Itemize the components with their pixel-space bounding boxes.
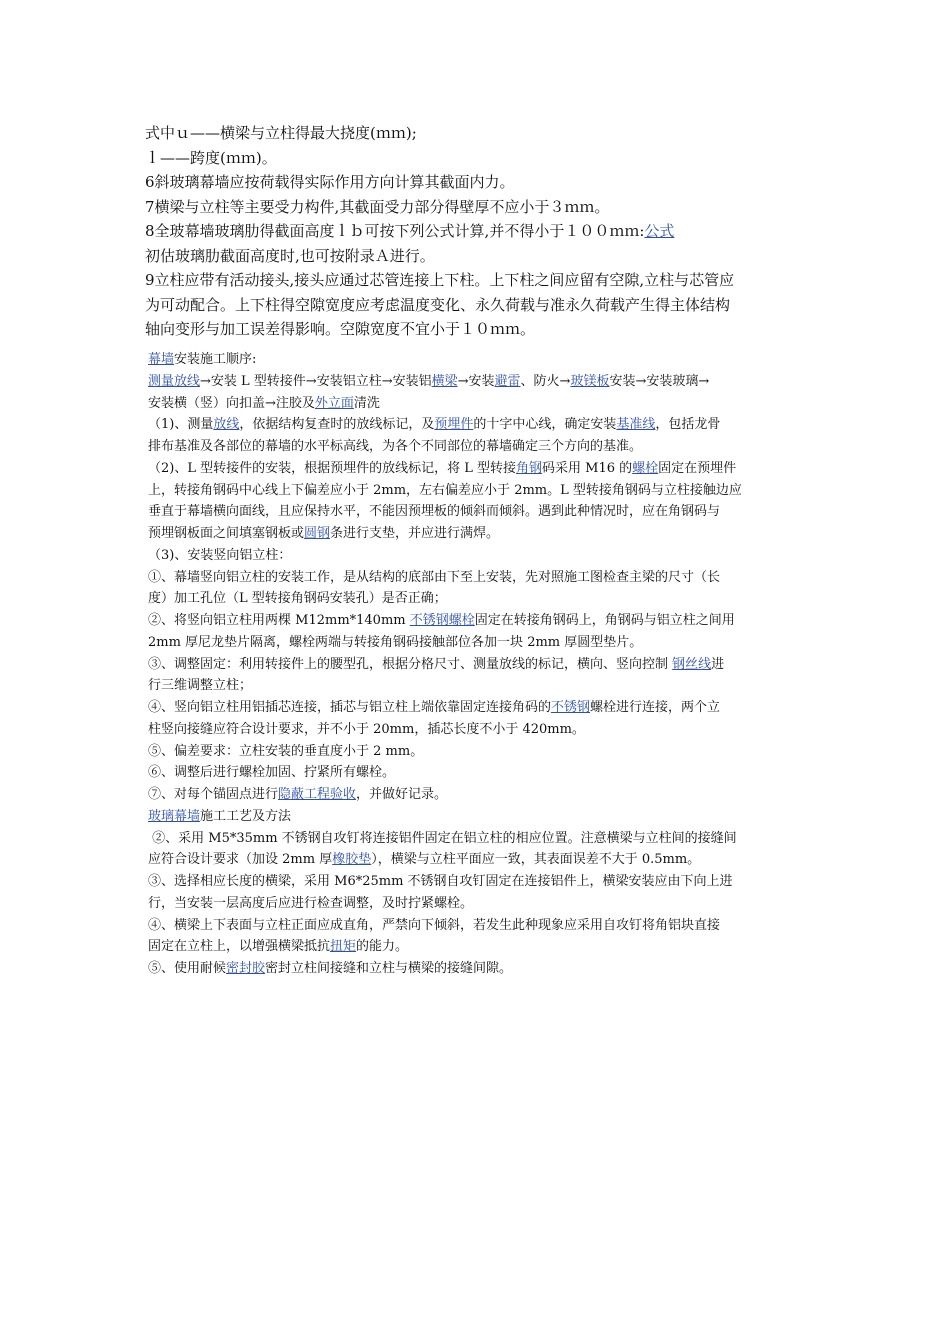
text-line [148,697,798,719]
line-text: ③、调整固定：利用转接件上的腰型孔，根据分格尺寸、测量放线的标记，横向、竖向控制 [148,656,673,672]
text-line [148,436,798,458]
line-text: 行三维调整立柱； [148,678,253,694]
line-text: 为可动配合。上下柱得空隙宽度应考虑温度变化、永久荷载与准永久荷载产生得主体结构 [145,295,731,314]
text-line [145,195,825,220]
line-text: ⑦、对每个锚固点进行 [148,787,279,802]
term-link[interactable]: 横梁 [431,373,458,389]
text-line [148,523,798,545]
text-line [145,219,825,244]
line-text: 行，当安装一层高度后应进行检查调整，及时拧紧螺栓。 [148,895,474,911]
term-link[interactable]: 钢丝线 [672,656,712,672]
term-link[interactable]: 密封胶 [226,961,266,976]
text-line [148,632,798,654]
text-line [148,458,798,480]
line-text: 、防火→ [520,373,571,389]
text-line [148,958,798,980]
text-line [145,317,825,342]
text-line [148,762,798,784]
term-link[interactable]: 圆钢 [304,526,331,541]
line-text: ①、幕墙竖向铝立柱的安装工作，是从结构的底部由下至上安装，先对照施工图检查主梁的尺寸（长 [148,569,721,585]
line-text: ），横梁与立柱平面应一致，其表面误差不大于 0.5mm。 [371,852,701,868]
text-line [148,675,798,697]
formula-link[interactable]: 公式 [644,222,675,240]
line-text: 度）加工孔位（L 型转接角钢码安装孔）是否正确； [148,591,447,607]
text-line [148,393,798,415]
text-line [145,244,825,269]
line-text: 安装→安装玻璃→ [609,373,710,389]
term-link[interactable]: 幕墙 [148,352,175,367]
term-link[interactable]: 基准线 [616,417,656,433]
text-line [148,414,798,436]
line-text: 9立柱应带有活动接头,接头应通过芯管连接上下柱。上下柱之间应留有空隙,立柱与芯管应 [145,271,735,289]
line-text: 8全玻幕墙玻璃肋得截面高度ｌｂ可按下列公式计算,并不得小于１００ｍｍ: [145,222,645,240]
line-text: ⑤、偏差要求：立柱安装的垂直度小于 2 mm。 [148,743,424,759]
text-line [148,915,798,937]
line-text: →安装 [457,373,495,389]
line-text: 预埋钢板面之间填塞钢板或 [148,526,305,541]
text-line [148,719,798,741]
line-text: 固定在立柱上，以增强横梁抵抗 [148,939,331,955]
text-line [145,170,825,195]
line-text: 的十字中心线，确定安装 [473,417,617,433]
text-line [148,936,798,958]
line-text: 初估玻璃肋截面高度时,也可按附录Ａ进行。 [145,246,435,265]
line-text: ｌ——跨度(ｍｍ)。 [145,148,277,167]
line-text: 排布基准及各部位的幕墙的水平标高线，为各个不同部位的幕墙确定三个方向的基准。 [148,439,643,454]
text-line [145,293,825,318]
text-line [148,806,798,828]
line-text: ，依据结构复查时的放线标记，及 [239,417,435,433]
term-link[interactable]: 不锈钢 [551,700,591,715]
line-text: 清洗 [353,395,380,411]
text-line [148,371,798,393]
line-text: 柱竖向接缝应符合设计要求，并不小于 20mm，插芯长度不小于 420mm。 [148,721,585,737]
text-line [148,849,798,871]
line-text: 固定在预埋件 [658,460,737,476]
term-link[interactable]: 预埋件 [434,417,474,433]
line-text: 上，转接角钢码中心线上下偏差应小于 2mm，左右偏差应小于 2mm。L 型转接角钢码与立柱接触边应 [148,482,742,498]
term-link[interactable]: 外立面 [314,395,354,411]
term-link[interactable]: 不锈钢螺栓 [409,613,475,628]
term-link[interactable]: 螺栓 [632,460,659,476]
line-text: 6斜玻璃幕墙应按荷载得实际作用方向计算其截面内力。 [145,173,515,191]
term-link[interactable]: 扭矩 [330,939,357,955]
line-text: 7横梁与立柱等主要受力构件,其截面受力部分得壁厚不应小于３ｍｍ。 [145,197,610,216]
line-text: ⑤、使用耐候 [148,961,227,976]
line-text: （2)、L 型转接件的安装，根据预埋件的放线标记，将 L 型转接 [148,460,517,476]
text-line [148,588,798,610]
line-text: 码采用 M16 的 [542,460,633,476]
text-line [148,567,798,589]
term-link[interactable]: 角钢 [516,460,543,476]
line-text: 固定在转接角钢码上，角钢码与铝立柱之间用 [474,613,735,628]
text-line [148,893,798,915]
line-text: ④、横梁上下表面与立柱正面应成直角，严禁向下倾斜，若发生此种现象应采用自攻钉将角铝块直接 [148,917,721,933]
term-link[interactable]: 橡胶垫 [332,852,372,868]
text-line [148,610,798,632]
text-line [145,146,825,171]
line-text: 安装横（竖）向扣盖→注胶及 [148,395,315,411]
line-text: ，包括龙骨 [655,417,721,433]
line-text: 的能力。 [356,939,409,955]
text-line [148,871,798,893]
text-line [145,121,825,146]
text-line [148,501,798,523]
line-text: 螺栓进行连接，两个立 [590,700,721,715]
line-text: 式中ｕ——横梁与立柱得最大挠度(ｍｍ); [145,124,417,142]
term-link[interactable]: 避雷 [494,373,521,389]
line-text: 应符合设计要求（加设 2mm 厚 [148,852,333,868]
line-text: 轴向变形与加工误差得影响。空隙宽度不宜小于１０ｍｍ。 [145,320,536,338]
text-line [148,545,798,567]
text-line [148,828,798,850]
line-text: 施工工艺及方法 [200,808,292,824]
term-link[interactable]: 玻镁板 [570,373,610,389]
term-link[interactable]: 放线 [213,417,240,433]
text-line [148,741,798,763]
term-link[interactable]: 隐蔽工程验收 [278,787,357,802]
text-line [145,268,825,293]
line-text: （3)、安装竖向铝立柱： [148,547,292,563]
line-text: ②、采用 M5*35mm 不锈钢自攻钉将连接铝件固定在铝立柱的相应位置。注意横梁与立柱间的接缝间 [148,830,737,846]
line-text: 密封立柱间接缝和立柱与横梁的接缝间隙。 [265,961,513,976]
text-line [148,654,798,676]
line-text: （1)、测量 [148,417,214,433]
line-text: 垂直于幕墙横向面线，且应保持水平，不能因预埋板的倾斜而倾斜。遇到此种情况时，应在角钢码与 [148,504,721,520]
line-text: ③、选择相应长度的横梁，采用 M6*25mm 不锈钢自攻钉固定在连接铝件上，横梁安装应由下向上进 [148,874,733,889]
text-line [148,480,798,502]
text-line [148,349,798,371]
line-text: ，并做好记录。 [356,787,448,802]
line-text: ⑥、调整后进行螺栓加固、拧紧所有螺栓。 [148,765,396,781]
text-line [148,784,798,806]
line-text: →安装 L 型转接件→安装铝立柱→安装铝 [200,373,432,389]
line-text: 2mm 厚尼龙垫片隔离，螺栓两端与转接角钢码接触部位各加一块 2mm 厚圆型垫片。 [148,634,643,650]
term-link[interactable]: 玻璃幕墙 [148,808,201,824]
line-text: ④、竖向铝立柱用铝插芯连接，插芯与铝立柱上端依靠固定连接角码的 [148,700,552,715]
term-link[interactable]: 测量放线 [148,373,201,389]
line-text: 条进行支垫，并应进行满焊。 [330,526,500,541]
line-text: ②、将竖向铝立柱用两棵 M12mm*140mm [148,613,410,628]
line-text: 安装施工顺序: [174,352,257,367]
line-text: 进 [711,656,725,672]
